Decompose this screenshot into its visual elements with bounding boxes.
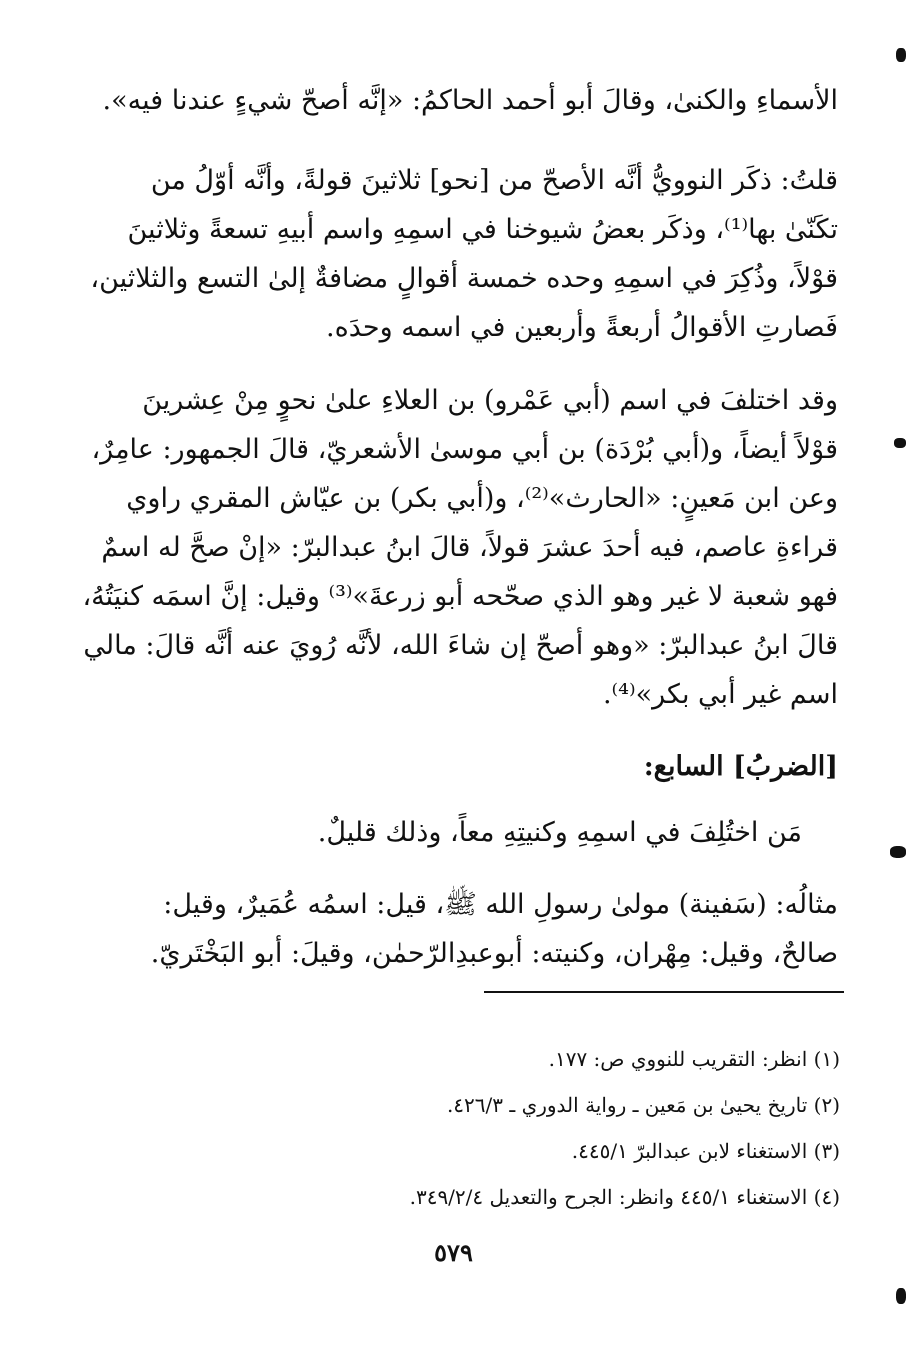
text-line: فهو شعبة لا غير وهو الذي صحّحه أبو زرعةَ»⁽³⁾ وقيل: إنَّ اسمَه كنيَتُهُ، xyxy=(82,581,838,612)
footnote-3: (٣) الاستغناء لابن عبدالبرّ ٤٤٥/١. xyxy=(571,1139,840,1163)
text-line: قوْلاً أيضاً، و(أبي بُرْدَة) بن أبي موسىٰ الأشعريّ، قالَ الجمهور: عامِرٌ، xyxy=(91,434,838,465)
scan-mark xyxy=(896,1288,906,1304)
footnote-2: (٢) تاريخ يحيىٰ بن مَعين ـ رواية الدوري ـ ٤٢٦/٣. xyxy=(446,1093,840,1117)
section-heading xyxy=(138,742,838,791)
text-line: اسم غير أبي بكر»⁽⁴⁾. xyxy=(602,679,838,710)
paragraph-abu-amr xyxy=(82,376,838,719)
text-line: تكَنّىٰ بها⁽¹⁾، وذكَر بعضُ شيوخنا في اسمِهِ واسم أبيهِ تسعةً وثلاثينَ xyxy=(127,214,838,245)
footnote-4: (٤) الاستغناء ٤٤٥/١ وانظر: الجرح والتعديل ٣٤٩/٢/٤. xyxy=(409,1185,840,1209)
paragraph-continuation xyxy=(102,76,838,125)
footnote-separator xyxy=(484,991,844,993)
footnote-1: (١) انظر: التقريب للنووي ص: ١٧٧. xyxy=(548,1047,840,1071)
scan-mark xyxy=(896,48,906,62)
paragraph-example xyxy=(138,880,838,978)
text-line: مَن اختُلِفَ في اسمِهِ وكنيتِهِ معاً، وذلك قليلٌ. xyxy=(317,817,802,848)
text-line: قالَ ابنُ عبدالبرّ: «وهو أصحّ إن شاءَ الله، لأنَّه رُويَ عنه أنَّه قالَ: مالي xyxy=(83,630,838,661)
scan-mark xyxy=(890,846,906,858)
text-line: قوْلاً، وذُكِرَ في اسمِهِ وحده خمسة أقوالٍ مضافةٌ إلىٰ التسع والثلاثين، xyxy=(90,263,838,294)
page-number: ٥٧٩ xyxy=(434,1238,473,1267)
text-line: الأسماءِ والكنىٰ، وقالَ أبو أحمد الحاكمُ: «إنَّه أصحّ شيءٍ عندنا فيه». xyxy=(102,85,838,116)
text-line: مثالُه: (سَفينة) مولىٰ رسولِ الله ﷺ، قيل: اسمُه عُمَيرٌ، وقيل: xyxy=(163,889,838,920)
paragraph-nawawi xyxy=(90,156,838,352)
text-line: صالحٌ، وقيل: مِهْران، وكنيته: أبوعبدِالرّحمٰن، وقيلَ: أبو البَخْتَريّ. xyxy=(150,938,838,969)
text-line: قلتُ: ذكَر النوويُّ أنَّه الأصحّ من [نحو] ثلاثينَ قولةً، وأنَّه أوّلُ من xyxy=(150,165,838,196)
paragraph-definition xyxy=(138,808,838,857)
scan-mark xyxy=(894,438,906,448)
footnotes xyxy=(300,1036,840,1220)
text-line: قراءةِ عاصم، فيه أحدَ عشرَ قولاً، قالَ ابنُ عبدالبرّ: «إنْ صحَّ له اسمٌ xyxy=(101,532,838,563)
text-line: وقد اختلفَ في اسم (أبي عَمْرو) بن العلاءِ علىٰ نحوٍ مِنْ عِشرينَ xyxy=(142,385,838,416)
heading-text: [الضربُ] السابع: xyxy=(643,751,838,782)
text-line: وعن ابن مَعينٍ: «الحارث»⁽²⁾، و(أبي بكر) بن عيّاش المقري راوي xyxy=(126,483,838,514)
text-line: فَصارتِ الأقوالُ أربعةً وأربعين في اسمه وحدَه. xyxy=(326,312,838,343)
